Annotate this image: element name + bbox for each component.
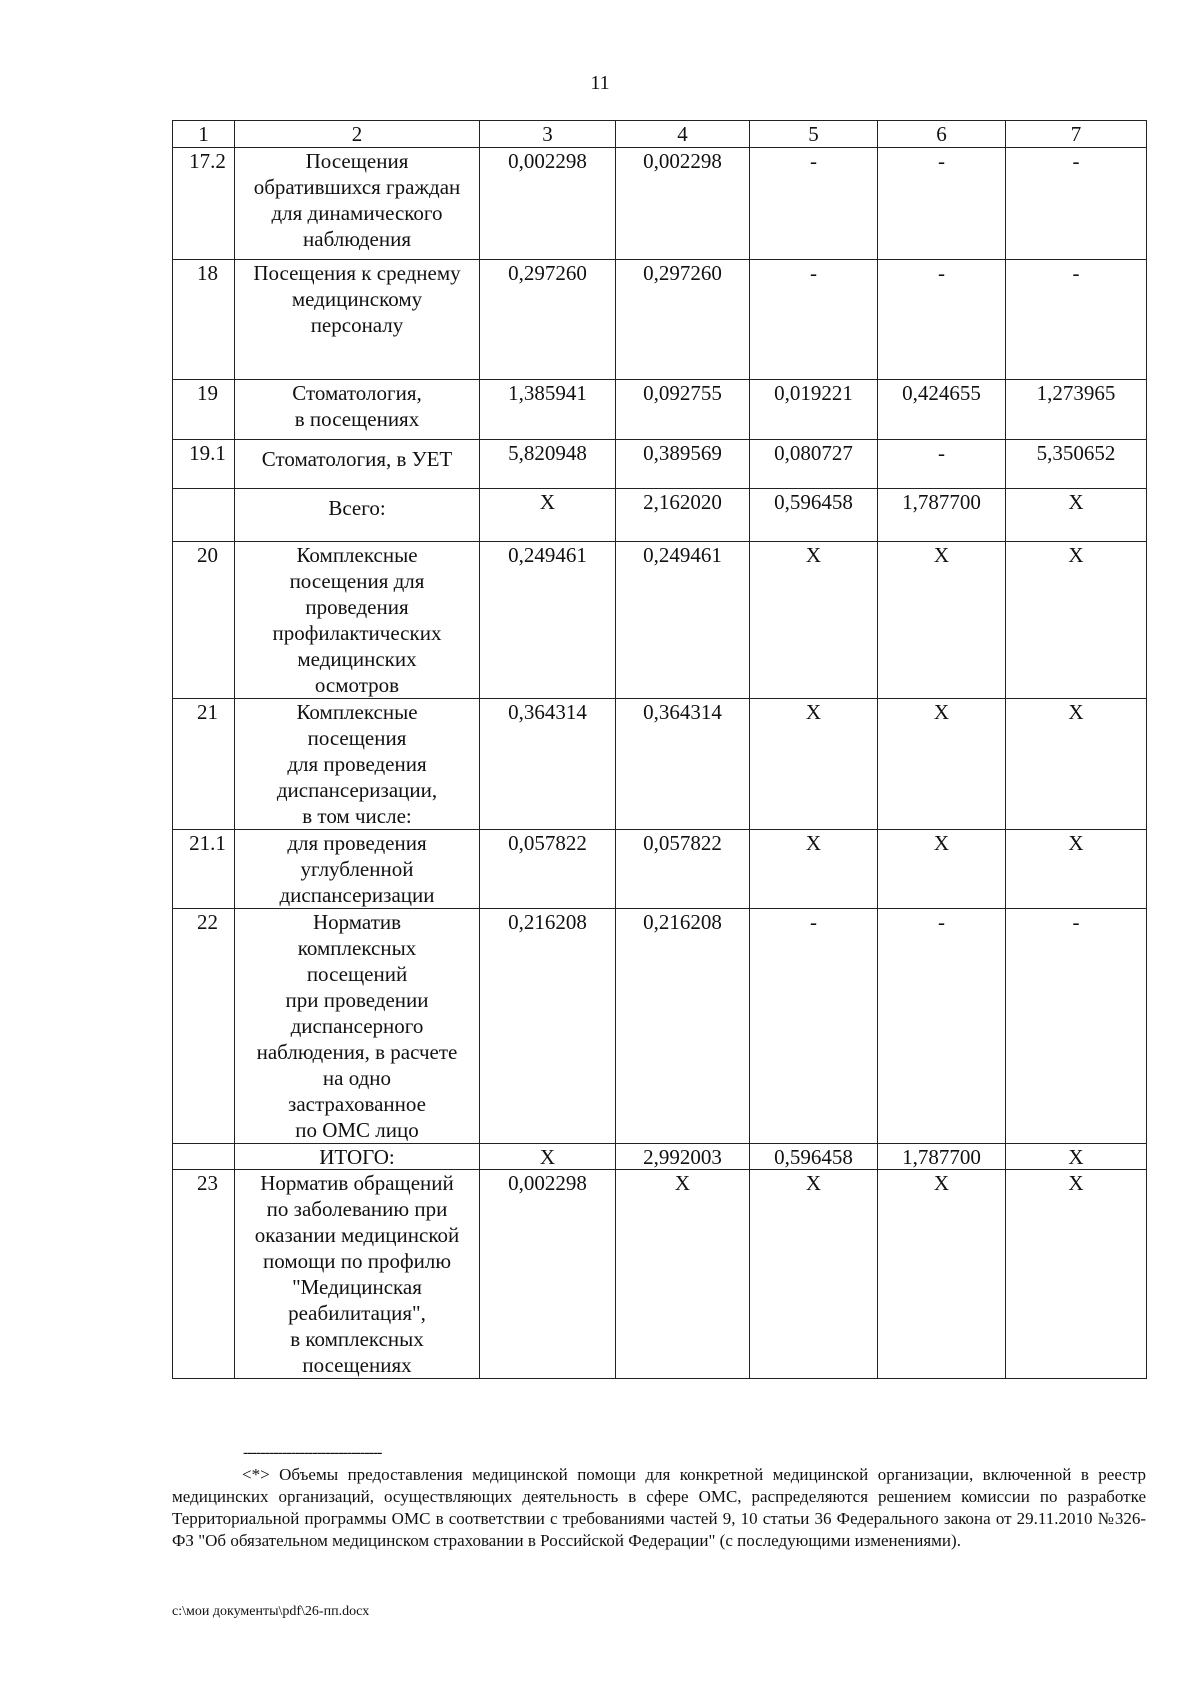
table-row (173, 380, 1147, 440)
value-cell-col5: Х (750, 542, 878, 699)
row-description-cell: Стоматология, в посещениях (235, 380, 480, 440)
row-number-cell (173, 489, 235, 542)
value-cell-col4: 2,162020 (616, 489, 750, 542)
table-row (173, 148, 1147, 260)
value-cell-col3: 0,249461 (480, 542, 616, 699)
value-cell-col5: 0,080727 (750, 440, 878, 489)
value-cell-col6: 1,787700 (878, 489, 1006, 542)
row-number-cell: 17.2 (173, 148, 235, 260)
row-description-cell: Комплексные посещения для проведения профилактических медицинских осмотров (235, 542, 480, 699)
col-header-5: 5 (750, 121, 878, 148)
value-cell-col7: Х (1006, 699, 1147, 830)
value-cell-col7: - (1006, 148, 1147, 260)
value-cell-col3: 1,385941 (480, 380, 616, 440)
value-cell-col6: - (878, 148, 1006, 260)
footnote: <*> Объемы предоставления медицинской помощи для конкретной медицинской организации, включенной в реестр медицинских организаций, осуществляющих деятельность в сфере ОМС, распределяются решением комиссии по разработке Территориальной программы ОМС в соответствии с требованиями частей 9, 10 статьи 36 Федерального закона от 29.11.2010 №326-ФЗ "Об обязательном медицинском страховании в Российской Федерации" (с последующими изменениями). (172, 1465, 1146, 1550)
table-row (173, 1170, 1147, 1379)
table-row (173, 542, 1147, 699)
value-cell-col3: 0,364314 (480, 699, 616, 830)
value-cell-col4: 2,992003 (616, 1144, 750, 1170)
value-cell-col5: Х (750, 1170, 878, 1379)
value-cell-col7: 5,350652 (1006, 440, 1147, 489)
value-cell-col7: Х (1006, 830, 1147, 909)
col-header-6: 6 (878, 121, 1006, 148)
table-row (173, 909, 1147, 1144)
value-cell-col3: Х (480, 1144, 616, 1170)
value-cell-col3: Х (480, 489, 616, 542)
table-row (173, 830, 1147, 909)
row-description-cell: Посещения к среднему медицинскому персоналу (235, 260, 480, 380)
row-description-cell: для проведения углубленной диспансеризации (235, 830, 480, 909)
row-description-cell: Стоматология, в УЕТ (235, 440, 480, 489)
table-row (173, 440, 1147, 489)
value-cell-col4: 0,249461 (616, 542, 750, 699)
row-number-cell: 19 (173, 380, 235, 440)
page-number: 11 (590, 72, 610, 94)
footnote-rule: -------------------------------- (243, 1444, 382, 1461)
col-header-1: 1 (173, 121, 235, 148)
value-cell-col5: 0,596458 (750, 489, 878, 542)
data-table (172, 120, 1147, 1379)
table-row (173, 699, 1147, 830)
row-number-cell: 21.1 (173, 830, 235, 909)
row-number-cell: 23 (173, 1170, 235, 1379)
value-cell-col5: 0,019221 (750, 380, 878, 440)
value-cell-col5: - (750, 260, 878, 380)
value-cell-col7: Х (1006, 542, 1147, 699)
row-description-cell: ИТОГО: (235, 1144, 480, 1170)
value-cell-col4: 0,057822 (616, 830, 750, 909)
value-cell-col3: 5,820948 (480, 440, 616, 489)
value-cell-col5: - (750, 909, 878, 1144)
value-cell-col5: Х (750, 699, 878, 830)
table-header-row (173, 121, 1147, 148)
value-cell-col4: 0,216208 (616, 909, 750, 1144)
row-description-cell: Норматив комплексных посещений при проведении диспансерного наблюдения, в расчете на одно застрахованное по ОМС лицо (235, 909, 480, 1144)
value-cell-col7: - (1006, 909, 1147, 1144)
value-cell-col6: - (878, 260, 1006, 380)
value-cell-col6: Х (878, 1170, 1006, 1379)
row-number-cell: 22 (173, 909, 235, 1144)
value-cell-col5: Х (750, 830, 878, 909)
value-cell-col3: 0,002298 (480, 1170, 616, 1379)
value-cell-col6: Х (878, 830, 1006, 909)
value-cell-col5: - (750, 148, 878, 260)
value-cell-col7: Х (1006, 1170, 1147, 1379)
table-row (173, 1144, 1147, 1170)
value-cell-col4: Х (616, 1170, 750, 1379)
value-cell-col6: - (878, 440, 1006, 489)
value-cell-col4: 0,092755 (616, 380, 750, 440)
value-cell-col4: 0,297260 (616, 260, 750, 380)
row-number-cell: 18 (173, 260, 235, 380)
value-cell-col6: 1,787700 (878, 1144, 1006, 1170)
row-number-cell: 21 (173, 699, 235, 830)
row-description-cell: Норматив обращений по заболеванию при оказании медицинской помощи по профилю "Медицинская реабилитация", в комплексных посещениях (235, 1170, 480, 1379)
col-header-7: 7 (1006, 121, 1147, 148)
row-number-cell (173, 1144, 235, 1170)
row-number-cell: 19.1 (173, 440, 235, 489)
value-cell-col4: 0,389569 (616, 440, 750, 489)
value-cell-col3: 0,216208 (480, 909, 616, 1144)
value-cell-col6: Х (878, 699, 1006, 830)
col-header-4: 4 (616, 121, 750, 148)
value-cell-col4: 0,002298 (616, 148, 750, 260)
row-description-cell: Всего: (235, 489, 480, 542)
col-header-3: 3 (480, 121, 616, 148)
value-cell-col7: Х (1006, 1144, 1147, 1170)
value-cell-col5: 0,596458 (750, 1144, 878, 1170)
col-header-2: 2 (235, 121, 480, 148)
value-cell-col4: 0,364314 (616, 699, 750, 830)
row-description-cell: Комплексные посещения для проведения диспансеризации, в том числе: (235, 699, 480, 830)
value-cell-col3: 0,057822 (480, 830, 616, 909)
value-cell-col7: 1,273965 (1006, 380, 1147, 440)
value-cell-col6: Х (878, 542, 1006, 699)
value-cell-col3: 0,002298 (480, 148, 616, 260)
value-cell-col7: - (1006, 260, 1147, 380)
value-cell-col6: 0,424655 (878, 380, 1006, 440)
row-number-cell: 20 (173, 542, 235, 699)
value-cell-col6: - (878, 909, 1006, 1144)
file-path: c:\мои документы\pdf\26-пп.docx (172, 1604, 370, 1619)
table-row (173, 489, 1147, 542)
value-cell-col3: 0,297260 (480, 260, 616, 380)
row-description-cell: Посещения обратившихся граждан для динамического наблюдения (235, 148, 480, 260)
value-cell-col7: Х (1006, 489, 1147, 542)
table-row (173, 260, 1147, 380)
